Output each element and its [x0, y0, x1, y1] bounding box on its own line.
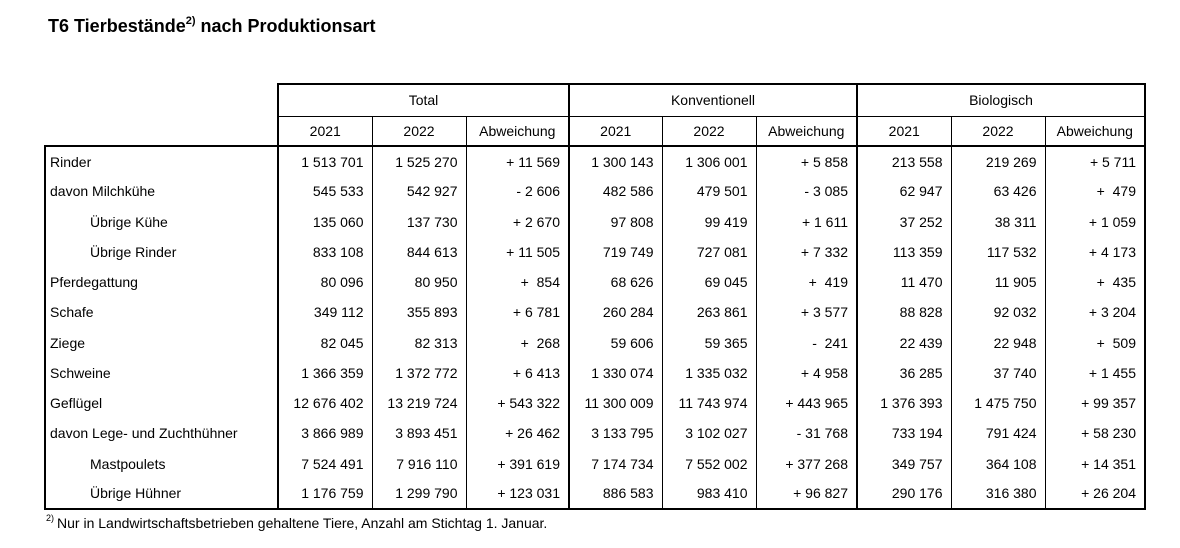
row-label: davon Lege- und Zuchthühner [45, 418, 278, 448]
value-cell: 137 730 [372, 207, 466, 237]
col-header-total-2021: 2021 [278, 116, 372, 146]
value-cell: 82 313 [372, 328, 466, 358]
value-cell: 3 102 027 [662, 418, 756, 448]
value-cell: + 96 827 [756, 479, 857, 509]
footnote-text: Nur in Landwirtschaftsbetrieben gehaltene Tiere, Anzahl am Stichtag 1. Januar. [57, 514, 548, 531]
value-cell: + 543 322 [466, 388, 569, 418]
value-cell: 733 194 [857, 418, 951, 448]
value-cell: + 1 059 [1045, 207, 1145, 237]
col-header-konventionell-2021: 2021 [569, 116, 662, 146]
value-cell: 1 376 393 [857, 388, 951, 418]
value-cell: 844 613 [372, 237, 466, 267]
value-cell: 3 893 451 [372, 418, 466, 448]
value-cell: 88 828 [857, 297, 951, 327]
value-cell: 11 743 974 [662, 388, 756, 418]
value-cell: 263 861 [662, 297, 756, 327]
row-label: Ziege [45, 328, 278, 358]
value-cell: + 854 [466, 267, 569, 297]
value-cell: 22 948 [951, 328, 1045, 358]
value-cell: 213 558 [857, 146, 951, 176]
value-cell: + 443 965 [756, 388, 857, 418]
value-cell: 38 311 [951, 207, 1045, 237]
value-cell: + 3 204 [1045, 297, 1145, 327]
value-cell: 545 533 [278, 176, 372, 206]
value-cell: + 11 505 [466, 237, 569, 267]
value-cell: 1 513 701 [278, 146, 372, 176]
value-cell: 59 365 [662, 328, 756, 358]
row-label: Rinder [45, 146, 278, 176]
table-row [45, 449, 1145, 479]
value-cell: 62 947 [857, 176, 951, 206]
table-row [45, 176, 1145, 206]
title-suffix: nach Produktionsart [200, 16, 376, 36]
value-cell: + 6 413 [466, 358, 569, 388]
value-cell: + 1 455 [1045, 358, 1145, 388]
value-cell: 364 108 [951, 449, 1045, 479]
title-footnote-marker: 2) [185, 15, 196, 27]
row-label: Schafe [45, 297, 278, 327]
value-cell: 7 524 491 [278, 449, 372, 479]
row-label: Übrige Rinder [45, 237, 278, 267]
value-cell: 3 866 989 [278, 418, 372, 448]
row-label: Geflügel [45, 388, 278, 418]
value-cell: 117 532 [951, 237, 1045, 267]
table-row [45, 358, 1145, 388]
group-header-row [45, 84, 1145, 116]
value-cell: + 4 173 [1045, 237, 1145, 267]
value-cell: 1 299 790 [372, 479, 466, 509]
value-cell: 1 306 001 [662, 146, 756, 176]
row-label: Pferdegattung [45, 267, 278, 297]
value-cell: 7 174 734 [569, 449, 662, 479]
col-header-konventionell-2022: 2022 [662, 116, 756, 146]
value-cell: - 2 606 [466, 176, 569, 206]
value-cell: - 31 768 [756, 418, 857, 448]
value-cell: + 58 230 [1045, 418, 1145, 448]
value-cell: 355 893 [372, 297, 466, 327]
value-cell: 260 284 [569, 297, 662, 327]
table-row [45, 207, 1145, 237]
value-cell: 1 335 032 [662, 358, 756, 388]
value-cell: 290 176 [857, 479, 951, 509]
col-header-biologisch-2021: 2021 [857, 116, 951, 146]
value-cell: 983 410 [662, 479, 756, 509]
value-cell: 479 501 [662, 176, 756, 206]
value-cell: + 6 781 [466, 297, 569, 327]
value-cell: 80 950 [372, 267, 466, 297]
value-cell: 1 330 074 [569, 358, 662, 388]
value-cell: 36 285 [857, 358, 951, 388]
value-cell: + 5 711 [1045, 146, 1145, 176]
value-cell: 1 525 270 [372, 146, 466, 176]
row-label: Übrige Kühe [45, 207, 278, 237]
value-cell: 219 269 [951, 146, 1045, 176]
value-cell: + 268 [466, 328, 569, 358]
value-cell: 22 439 [857, 328, 951, 358]
value-cell: + 14 351 [1045, 449, 1145, 479]
value-cell: 1 176 759 [278, 479, 372, 509]
table-row [45, 479, 1145, 509]
value-cell: 12 676 402 [278, 388, 372, 418]
value-cell: 7 916 110 [372, 449, 466, 479]
footnote-marker: 2) [46, 513, 55, 523]
value-cell: 92 032 [951, 297, 1045, 327]
value-cell: 11 905 [951, 267, 1045, 297]
value-cell: 482 586 [569, 176, 662, 206]
livestock-table [44, 83, 1146, 510]
table-row [45, 146, 1145, 176]
row-label: davon Milchkühe [45, 176, 278, 206]
value-cell: + 435 [1045, 267, 1145, 297]
value-cell: 833 108 [278, 237, 372, 267]
header-blank-cell [45, 116, 278, 146]
value-cell: 99 419 [662, 207, 756, 237]
value-cell: 68 626 [569, 267, 662, 297]
year-header-row [45, 116, 1145, 146]
group-header-konventionell: Konventionell [569, 84, 857, 116]
value-cell: 82 045 [278, 328, 372, 358]
value-cell: 97 808 [569, 207, 662, 237]
value-cell: 37 740 [951, 358, 1045, 388]
value-cell: 1 300 143 [569, 146, 662, 176]
value-cell: 886 583 [569, 479, 662, 509]
value-cell: + 7 332 [756, 237, 857, 267]
table-row [45, 388, 1145, 418]
value-cell: 135 060 [278, 207, 372, 237]
value-cell: 316 380 [951, 479, 1045, 509]
value-cell: 542 927 [372, 176, 466, 206]
value-cell: 113 359 [857, 237, 951, 267]
value-cell: + 11 569 [466, 146, 569, 176]
value-cell: 1 475 750 [951, 388, 1045, 418]
row-label: Schweine [45, 358, 278, 388]
table-row [45, 297, 1145, 327]
value-cell: + 1 611 [756, 207, 857, 237]
col-header-total-abweichung: Abweichung [466, 116, 569, 146]
value-cell: 349 757 [857, 449, 951, 479]
title-prefix: T6 Tierbestände [48, 16, 186, 36]
value-cell: - 241 [756, 328, 857, 358]
value-cell: 59 606 [569, 328, 662, 358]
group-header-biologisch: Biologisch [857, 84, 1145, 116]
value-cell: 37 252 [857, 207, 951, 237]
value-cell: 63 426 [951, 176, 1045, 206]
value-cell: + 391 619 [466, 449, 569, 479]
value-cell: 1 372 772 [372, 358, 466, 388]
footnote [46, 514, 547, 531]
value-cell: + 26 204 [1045, 479, 1145, 509]
group-header-total: Total [278, 84, 569, 116]
value-cell: + 5 858 [756, 146, 857, 176]
value-cell: 80 096 [278, 267, 372, 297]
table-row [45, 237, 1145, 267]
value-cell: + 3 577 [756, 297, 857, 327]
value-cell: + 26 462 [466, 418, 569, 448]
header-blank-cell [45, 84, 278, 116]
col-header-konventionell-abweichung: Abweichung [756, 116, 857, 146]
value-cell: + 123 031 [466, 479, 569, 509]
value-cell: + 377 268 [756, 449, 857, 479]
value-cell: + 99 357 [1045, 388, 1145, 418]
col-header-total-2022: 2022 [372, 116, 466, 146]
table-wrapper [44, 83, 1146, 510]
value-cell: 3 133 795 [569, 418, 662, 448]
value-cell: 719 749 [569, 237, 662, 267]
value-cell: + 479 [1045, 176, 1145, 206]
row-label: Übrige Hühner [45, 479, 278, 509]
value-cell: + 419 [756, 267, 857, 297]
page-title [48, 16, 376, 37]
value-cell: 727 081 [662, 237, 756, 267]
value-cell: + 2 670 [466, 207, 569, 237]
value-cell: 1 366 359 [278, 358, 372, 388]
col-header-biologisch-2022: 2022 [951, 116, 1045, 146]
table-row [45, 418, 1145, 448]
table-row [45, 328, 1145, 358]
value-cell: 11 470 [857, 267, 951, 297]
col-header-biologisch-abweichung: Abweichung [1045, 116, 1145, 146]
value-cell: 791 424 [951, 418, 1045, 448]
value-cell: + 509 [1045, 328, 1145, 358]
value-cell: 11 300 009 [569, 388, 662, 418]
value-cell: 349 112 [278, 297, 372, 327]
value-cell: 7 552 002 [662, 449, 756, 479]
value-cell: - 3 085 [756, 176, 857, 206]
value-cell: + 4 958 [756, 358, 857, 388]
value-cell: 69 045 [662, 267, 756, 297]
table-row [45, 267, 1145, 297]
value-cell: 13 219 724 [372, 388, 466, 418]
row-label: Mastpoulets [45, 449, 278, 479]
